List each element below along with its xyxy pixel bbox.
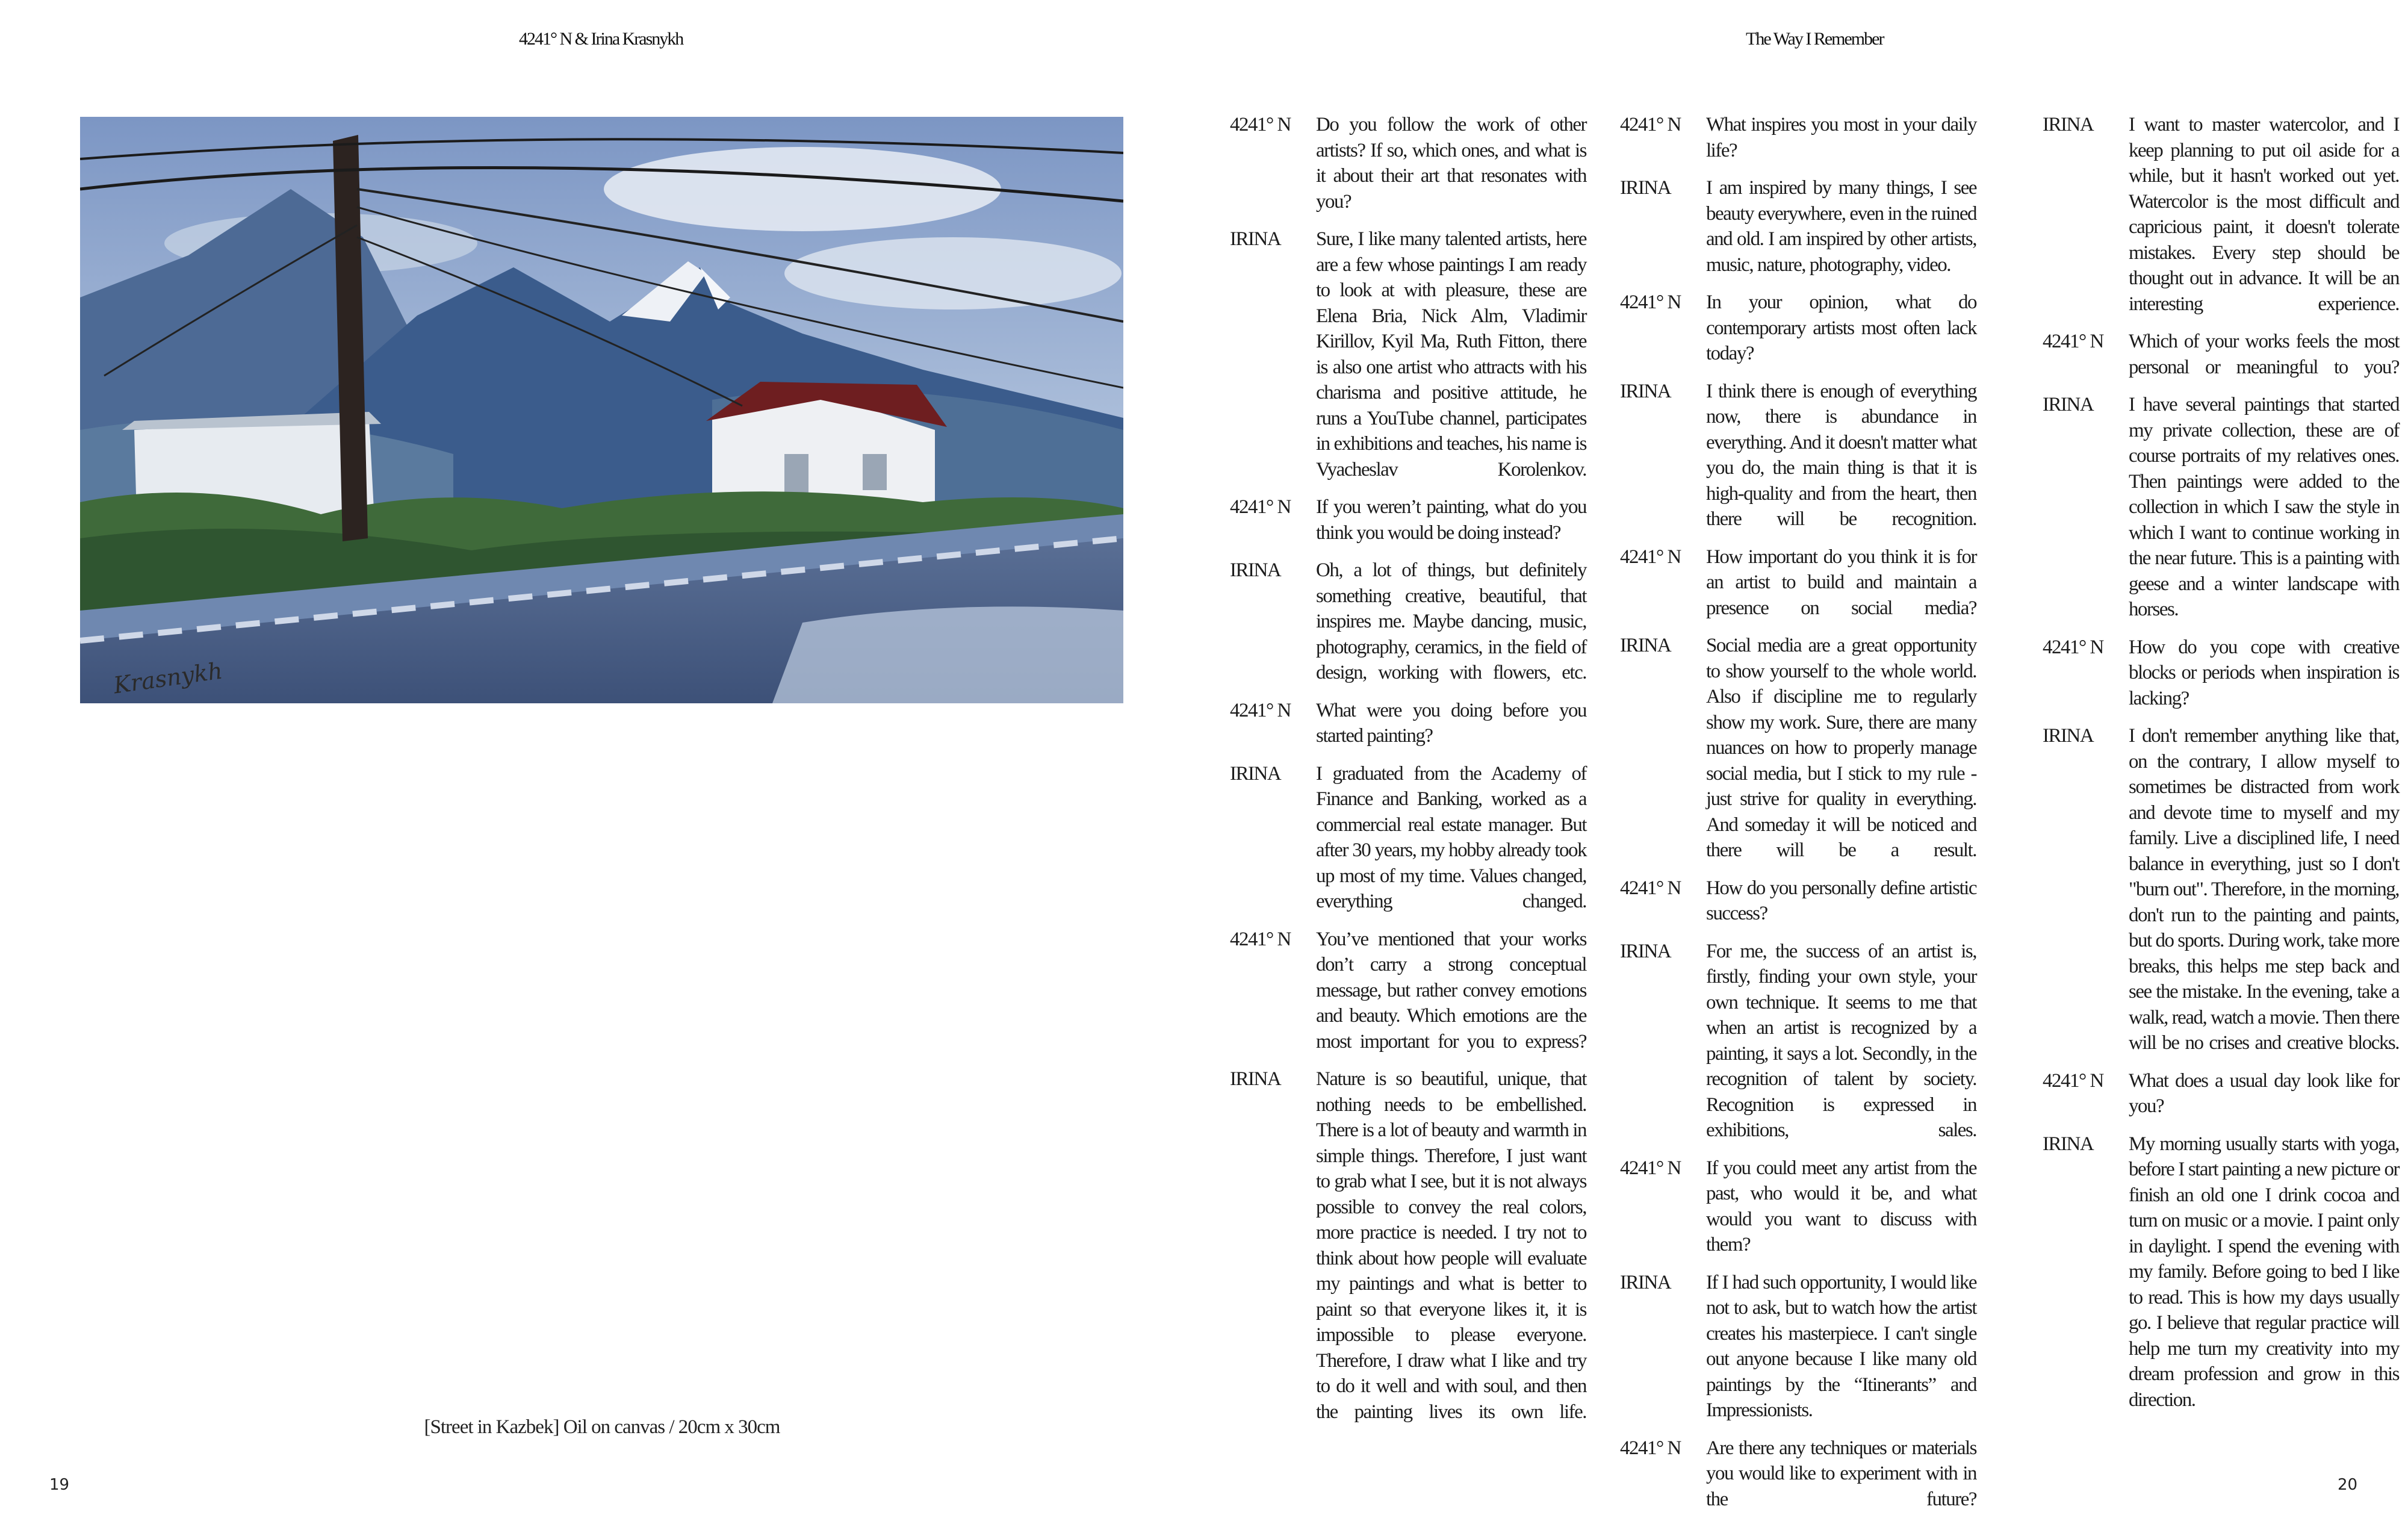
qa-entry bbox=[1620, 1270, 1976, 1423]
speaker-label: 4241° N bbox=[1230, 496, 1291, 518]
qa-entry bbox=[1620, 112, 1976, 163]
speaker-label: IRINA bbox=[1620, 177, 1671, 199]
qa-entry bbox=[1620, 633, 1976, 863]
speaker-label: 4241° N bbox=[1620, 1157, 1681, 1179]
speaker-label: 4241° N bbox=[1230, 699, 1291, 721]
speaker-label: 4241° N bbox=[2043, 1069, 2103, 1092]
question-text: What were you doing before you started painting? bbox=[1316, 699, 1586, 747]
qa-entry bbox=[2043, 1131, 2399, 1413]
question-text: You’ve mentioned that your works don’t carry a strong conceptual message, but rather convey emotions and beauty. Which emotions are the most important for you to express? bbox=[1316, 928, 1586, 1053]
qa-entry bbox=[1620, 876, 1976, 927]
qa-entry bbox=[1230, 558, 1586, 686]
qa-entry bbox=[1230, 1066, 1586, 1425]
interview-column-1 bbox=[1230, 112, 1586, 1437]
answer-text: If I had such opportunity, I would like not to ask, but to watch how the artist creates his masterpiece. I can't single out anyone because I like many old paintings by the “Itinerants” and Impressionists. bbox=[1706, 1271, 1976, 1421]
speaker-label: IRINA bbox=[2043, 725, 2094, 747]
qa-entry bbox=[2043, 723, 2399, 1056]
right-page-number: 20 bbox=[2338, 1476, 2358, 1494]
painting-signature: Krasnykh bbox=[111, 657, 225, 699]
qa-entry bbox=[2043, 112, 2399, 317]
speaker-label: 4241° N bbox=[1620, 877, 1681, 899]
question-text: What does a usual day look like for you? bbox=[2129, 1069, 2399, 1117]
speaker-label: IRINA bbox=[1620, 380, 1671, 402]
qa-entry bbox=[1230, 927, 1586, 1055]
speaker-label: 4241° N bbox=[1620, 114, 1681, 135]
qa-entry bbox=[2043, 635, 2399, 712]
qa-entry bbox=[1620, 379, 1976, 532]
speaker-label: 4241° N bbox=[2043, 331, 2103, 352]
question-text: In your opinion, what do contemporary artists most often lack today? bbox=[1706, 291, 1976, 364]
qa-entry bbox=[1620, 175, 1976, 278]
question-text: What inspires you most in your daily life? bbox=[1706, 114, 1976, 161]
interview-column-2 bbox=[1620, 112, 1976, 1524]
qa-entry bbox=[1620, 939, 1976, 1143]
left-page-number: 19 bbox=[49, 1476, 70, 1494]
answer-text: I have several paintings that started my private collection, these are of course portraits of my relatives ones. Then paintings were added to the collection in which I saw the style in which I want to continue working in the near future. This is a painting with geese and a winter landscape with horses. bbox=[2129, 394, 2399, 620]
qa-entry bbox=[2043, 1068, 2399, 1119]
speaker-label: 4241° N bbox=[1230, 928, 1291, 950]
speaker-label: IRINA bbox=[1230, 559, 1281, 581]
qa-entry bbox=[1620, 1435, 1976, 1513]
answer-text: I am inspired by many things, I see beauty everywhere, even in the ruined and old. I am inspired by other artists, music, nature, photography, video. bbox=[1706, 177, 1976, 276]
question-text: If you weren’t painting, what do you think you would be doing instead? bbox=[1316, 496, 1586, 544]
speaker-label: IRINA bbox=[1230, 1068, 1281, 1090]
qa-entry bbox=[1230, 698, 1586, 749]
speaker-label: IRINA bbox=[2043, 114, 2094, 135]
answer-text: Nature is so beautiful, unique, that nothing needs to be embellished. There is a lot of beauty and warmth in simple things. Therefore, I just want to grab what I see, but it is not always possible to convey the real colors, more practice is needed. I try not to think about how people will evaluate my paintings and what is better to paint so that everyone likes it, it is impossible to please everyone. Therefore, I draw what I like and try to do it well and with soul, and then the painting lives its own life. bbox=[1316, 1068, 1586, 1423]
right-page bbox=[1204, 0, 2408, 1510]
question-text: Do you follow the work of other artists? If so, which ones, and what is it about their art that resonates with you? bbox=[1316, 114, 1586, 213]
qa-entry bbox=[1230, 112, 1586, 214]
question-text: How important do you think it is for an artist to build and maintain a presence on social media? bbox=[1706, 546, 1976, 619]
qa-entry bbox=[1620, 544, 1976, 621]
answer-text: I graduated from the Academy of Finance and Banking, worked as a commercial real estate manager. But after 30 years, my hobby already took up most of my time. Values changed, everything changed. bbox=[1316, 762, 1586, 912]
qa-entry bbox=[1230, 226, 1586, 482]
answer-text: I don't remember anything like that, on the contrary, I allow myself to sometimes be distracted from work and devote time to myself and my family. Live a disciplined life, I need balance in everything, just so I don't "burn out". Therefore, in the morning, don't run to the painting and paints, but do sports. During work, take more breaks, this helps me step back and see the mistake. In the evening, take a walk, read, watch a movie. Then there will be no crises and creative blocks. bbox=[2129, 725, 2399, 1054]
answer-text: For me, the success of an artist is, firstly, finding your own style, your own technique. It seems to me that when an artist is recognized by a painting, it says a lot. Secondly, in the recognition of talent by society. Recognition is expressed in exhibitions, sales. bbox=[1706, 940, 1976, 1141]
interview-column-3 bbox=[2043, 112, 2399, 1425]
qa-entry bbox=[2043, 329, 2399, 380]
speaker-label: IRINA bbox=[1620, 940, 1671, 962]
qa-entry bbox=[1230, 494, 1586, 546]
answer-text: Social media are a great opportunity to show yourself to the whole world. Also if discipline me to regularly show my work. Sure, there are many nuances on how to properly manage social media, but I stick to my rule - just strive for quality in everything. And someday it will be noticed and there will be a result. bbox=[1706, 635, 1976, 861]
answer-text: I think there is enough of everything now, there is abundance in everything. And it doesn't matter what you do, the main thing is that it is high-quality and from the heart, then there will be recognition. bbox=[1706, 380, 1976, 530]
answer-text: I want to master watercolor, and I keep planning to put oil aside for a while, but it hasn't worked out yet. Watercolor is the most difficult and capricious paint, it doesn't tolerate mistakes. Every step should be thought out in advance. It will be an interesting experience. bbox=[2129, 114, 2399, 315]
speaker-label: IRINA bbox=[2043, 1133, 2094, 1155]
speaker-label: IRINA bbox=[1620, 1271, 1671, 1293]
question-text: Which of your works feels the most personal or meaningful to you? bbox=[2129, 331, 2399, 378]
answer-text: My morning usually starts with yoga, before I start painting a new picture or finish an old one I drink cocoa and turn on music or a movie. I paint only in daylight. I spend the evening with my family. Before going to bed I like to read. This is how my days usually go. I believe that regular practice will help me turn my creativity into my dream profession and grow in this direction. bbox=[2129, 1133, 2399, 1411]
question-text: How do you cope with creative blocks or periods when inspiration is lacking? bbox=[2129, 636, 2399, 709]
question-text: Are there any techniques or materials you would like to experiment with in the future? bbox=[1706, 1437, 1976, 1510]
speaker-label: 4241° N bbox=[1620, 291, 1681, 313]
speaker-label: 4241° N bbox=[1620, 1437, 1681, 1459]
speaker-label: 4241° N bbox=[1230, 114, 1291, 135]
qa-entry bbox=[2043, 392, 2399, 623]
right-running-head: The Way I Remember bbox=[1746, 29, 1884, 49]
qa-entry bbox=[1620, 1155, 1976, 1258]
left-page bbox=[0, 0, 1204, 1507]
speaker-label: IRINA bbox=[1230, 762, 1281, 785]
speaker-label: IRINA bbox=[2043, 394, 2094, 415]
painting-street-in-kazbek bbox=[80, 117, 1123, 703]
speaker-label: 4241° N bbox=[2043, 636, 2103, 658]
qa-entry bbox=[1230, 761, 1586, 915]
speaker-label: IRINA bbox=[1620, 635, 1671, 656]
painting-caption: [Street in Kazbek] Oil on canvas / 20cm x 30cm bbox=[424, 1416, 780, 1438]
speaker-label: 4241° N bbox=[1620, 546, 1681, 568]
question-text: If you could meet any artist from the past, who would it be, and what would you want to discuss with them? bbox=[1706, 1157, 1976, 1255]
speaker-label: IRINA bbox=[1230, 228, 1281, 250]
qa-entry bbox=[1620, 290, 1976, 367]
left-running-head: 4241° N & Irina Krasnykh bbox=[519, 29, 683, 49]
answer-text: Oh, a lot of things, but definitely something creative, beautiful, that inspires me. Maybe dancing, music, photography, ceramics, in the field of design, working with flowers, etc. bbox=[1316, 559, 1586, 683]
question-text: How do you personally define artistic success? bbox=[1706, 877, 1976, 924]
painting-image bbox=[80, 117, 1123, 703]
answer-text: Sure, I like many talented artists, here are a few whose paintings I am ready to look at with pleasure, these are Elena Bria, Nick Alm, Vladimir Kirillov, Kyil Ma, Ruth Fitton, there is also one artist who attracts with his charisma and positive attitude, he runs a YouTube channel, participates in exhibitions and teaches, his name is Vyacheslav Korolenkov. bbox=[1316, 228, 1586, 481]
